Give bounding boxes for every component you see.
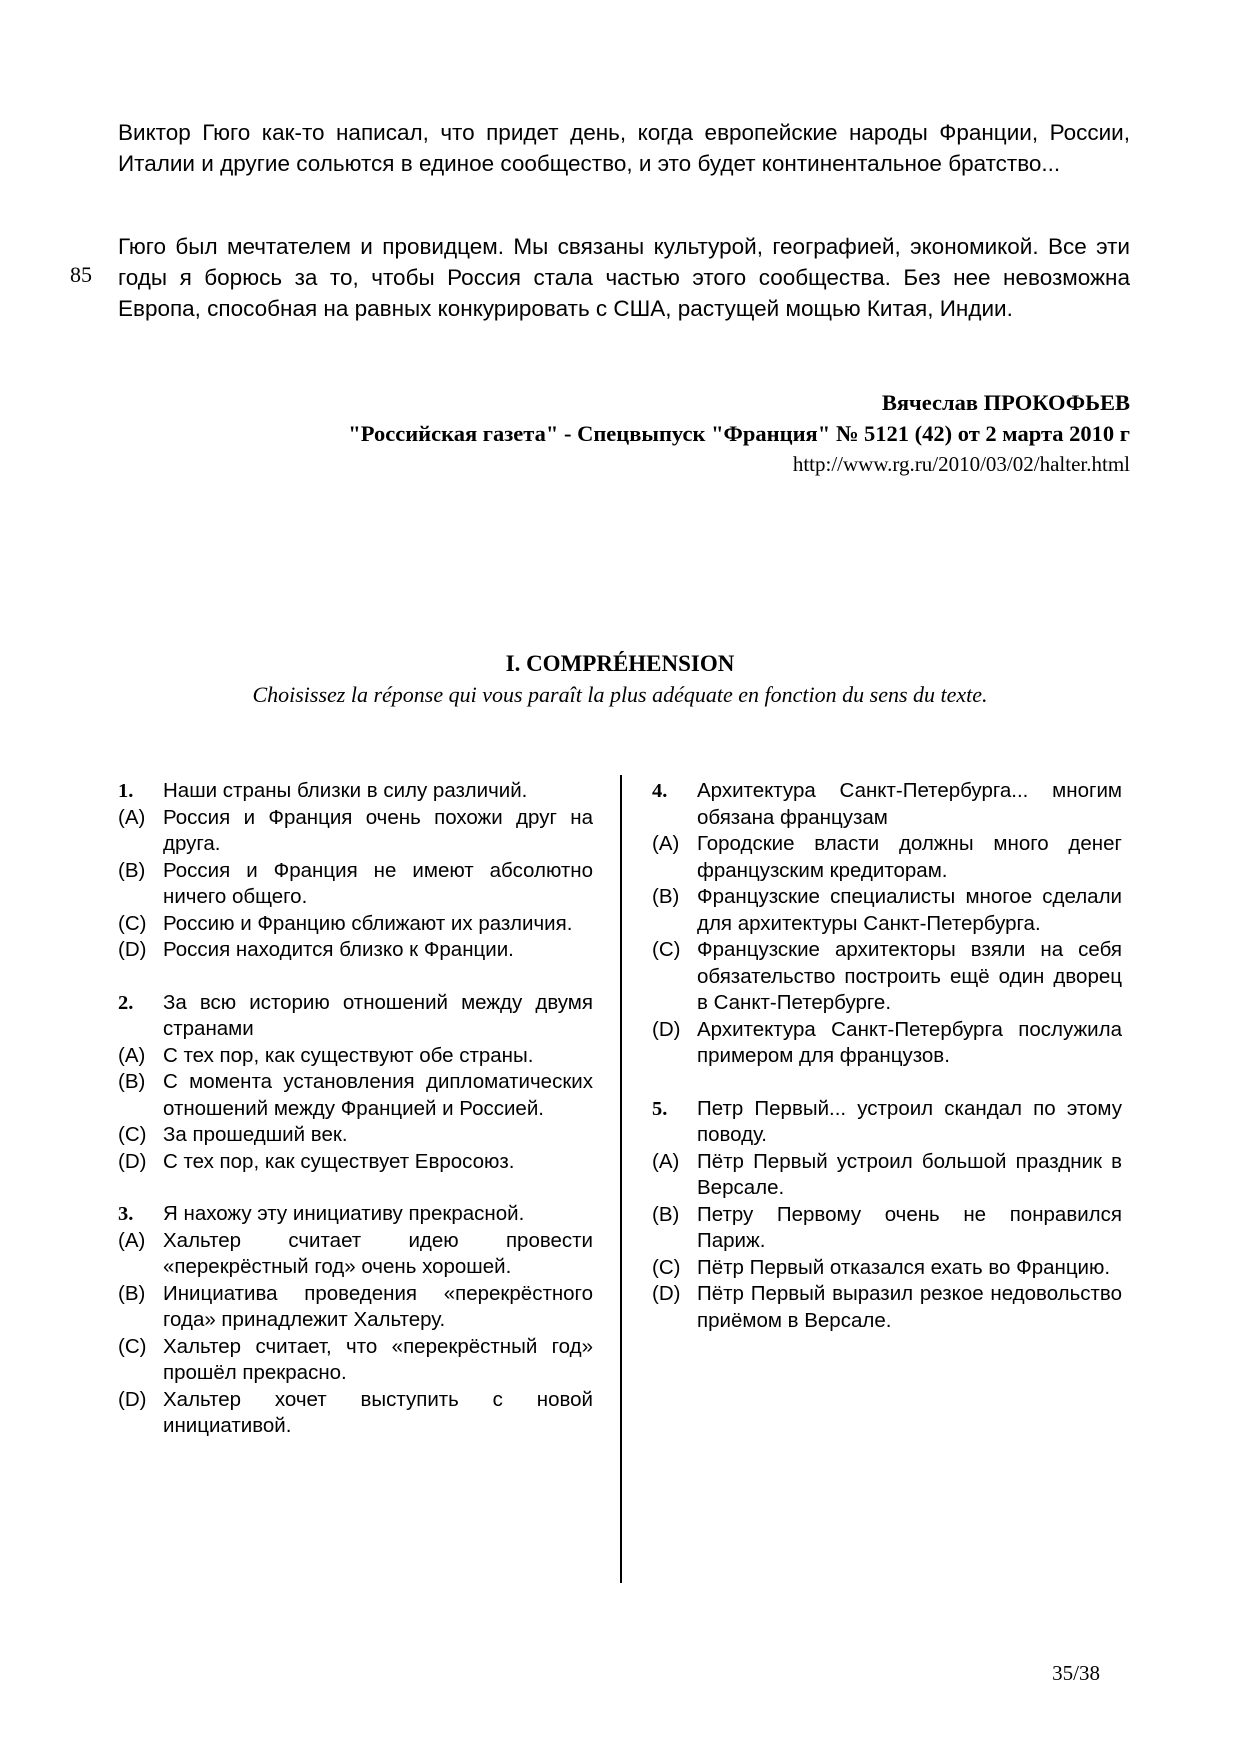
option-text: С тех пор, как существует Евросоюз. — [163, 1149, 515, 1173]
option-label: (A) — [118, 1043, 146, 1067]
section-instruction: Choisissez la réponse qui vous paraît la plus adéquate en fonction du sens du texte. — [252, 682, 988, 707]
option-label: (B) — [118, 1070, 146, 1093]
intro-paragraph-2: Гюго был мечтателем и провидцем. Мы связаны культурой, географией, экономикой. Все эти годы я борюсь за то, чтобы Россия стала частью этого сообщества. Без нее невозможна Европа, способная на равных конкурировать с США, растущей мощью Китая, Индии. — [118, 234, 1130, 321]
question-text: Наши страны близки в силу различий. — [163, 779, 528, 802]
answer-option — [652, 884, 1122, 937]
signature-url: http://www.rg.ru/2010/03/02/halter.html — [792, 452, 1130, 476]
answer-option — [118, 858, 593, 911]
option-text: С тех пор, как существуют обе страны. — [163, 1043, 534, 1067]
option-label: (C) — [652, 938, 681, 961]
option-label: (C) — [118, 1123, 147, 1146]
option-label: (D) — [118, 1387, 147, 1411]
answer-option — [118, 1069, 593, 1122]
answer-option — [118, 1281, 593, 1334]
question-3 — [118, 1201, 593, 1440]
answer-option — [118, 1043, 593, 1070]
section-title: I. COMPRÉHENSION — [505, 651, 735, 676]
option-label: (D) — [118, 938, 147, 961]
option-text: Пётр Первый устроил большой праздник в Версале. — [697, 1149, 1122, 1199]
answer-option — [118, 805, 593, 858]
answer-option — [118, 1334, 593, 1387]
question-number: 3. — [118, 1203, 134, 1225]
option-label: (A) — [652, 832, 680, 855]
option-label: (C) — [118, 1334, 147, 1358]
answer-option — [118, 1228, 593, 1281]
answer-option — [652, 1202, 1122, 1255]
answer-option — [652, 1281, 1122, 1334]
answer-option — [652, 937, 1122, 1017]
option-text: Французские специалисты многое сделали для архитектуры Санкт-Петербурга. — [697, 885, 1122, 935]
answer-option — [652, 1017, 1122, 1070]
option-label: (A) — [652, 1149, 680, 1173]
option-text: Архитектура Санкт-Петербурга послужила примером для французов. — [697, 1017, 1122, 1067]
option-text: Французские архитекторы взяли на себя обязательство построить ещё один дворец в Санкт-Петербурге. — [697, 938, 1122, 1014]
answer-option — [118, 1149, 593, 1176]
question-text: Архитектура Санкт-Петербурга... многим обязана французам — [697, 779, 1122, 829]
option-text: Россию и Францию сближают их различия. — [163, 911, 573, 935]
intro-paragraph-1: Виктор Гюго как-то написал, что придет день, когда европейские народы Франции, России, Италии и другие сольются в единое сообщество, и это будет континентальное братство... — [118, 120, 1130, 176]
signature-source: "Российская газета" - Спецвыпуск "Франция" № 5121 (42) от 2 марта 2010 г — [348, 421, 1130, 446]
option-label: (B) — [652, 885, 680, 908]
question-5 — [652, 1096, 1122, 1335]
answer-option — [652, 1255, 1122, 1282]
question-number: 1. — [118, 780, 134, 802]
question-text: Петр Первый... устроил скандал по этому поводу. — [697, 1096, 1122, 1146]
option-label: (C) — [118, 911, 147, 935]
questions-left-column — [118, 778, 593, 1466]
line-number: 85 — [70, 262, 92, 287]
answer-option — [118, 1122, 593, 1149]
option-text: Петру Первому очень не понравился Париж. — [697, 1202, 1122, 1252]
option-text: Россия и Франция не имеют абсолютно ничего общего. — [163, 858, 593, 908]
option-text: Пётр Первый выразил резкое недовольство приёмом в Версале. — [697, 1282, 1122, 1332]
option-text: Россия находится близко к Франции. — [163, 938, 514, 961]
option-text: Хальтер хочет выступить с новой инициативой. — [163, 1387, 593, 1437]
option-label: (D) — [652, 1282, 681, 1305]
answer-option — [652, 831, 1122, 884]
option-label: (B) — [118, 858, 146, 882]
question-text: За всю историю отношений между двумя странами — [163, 990, 593, 1040]
question-2 — [118, 990, 593, 1176]
questions-right-column — [652, 778, 1122, 1360]
answer-option — [118, 1387, 593, 1440]
option-label: (A) — [118, 1228, 146, 1252]
answer-option — [118, 911, 593, 938]
option-text: Хальтер считает идею провести «перекрёстный год» очень хорошей. — [163, 1228, 593, 1278]
column-divider — [620, 775, 622, 1583]
answer-option — [652, 1149, 1122, 1202]
option-label: (B) — [118, 1281, 146, 1305]
answer-option — [118, 937, 593, 964]
option-text: Пётр Первый отказался ехать во Францию. — [697, 1255, 1111, 1279]
option-label: (D) — [118, 1149, 147, 1173]
question-number: 2. — [118, 991, 134, 1014]
question-text: Я нахожу эту инициативу прекрасной. — [163, 1202, 525, 1225]
question-number: 4. — [652, 780, 668, 802]
option-text: Инициатива проведения «перекрёстного года» принадлежит Хальтеру. — [163, 1281, 593, 1331]
question-number: 5. — [652, 1097, 668, 1120]
option-text: За прошедший век. — [163, 1123, 348, 1146]
page-number: 35/38 — [1052, 1661, 1100, 1685]
option-text: Городские власти должны много денег французским кредиторам. — [697, 832, 1122, 882]
option-label: (D) — [652, 1017, 681, 1041]
option-label: (C) — [652, 1255, 681, 1279]
option-text: Россия и Франция очень похожи друг на друга. — [163, 805, 593, 855]
option-label: (B) — [652, 1202, 680, 1226]
option-label: (A) — [118, 805, 146, 829]
signature-author: Вячеслав ПРОКОФЬЕВ — [881, 390, 1130, 415]
question-1 — [118, 778, 593, 964]
option-text: Хальтер считает, что «перекрёстный год» прошёл прекрасно. — [163, 1334, 593, 1384]
question-4 — [652, 778, 1122, 1070]
option-text: С момента установления дипломатических отношений между Францией и Россией. — [163, 1070, 593, 1120]
